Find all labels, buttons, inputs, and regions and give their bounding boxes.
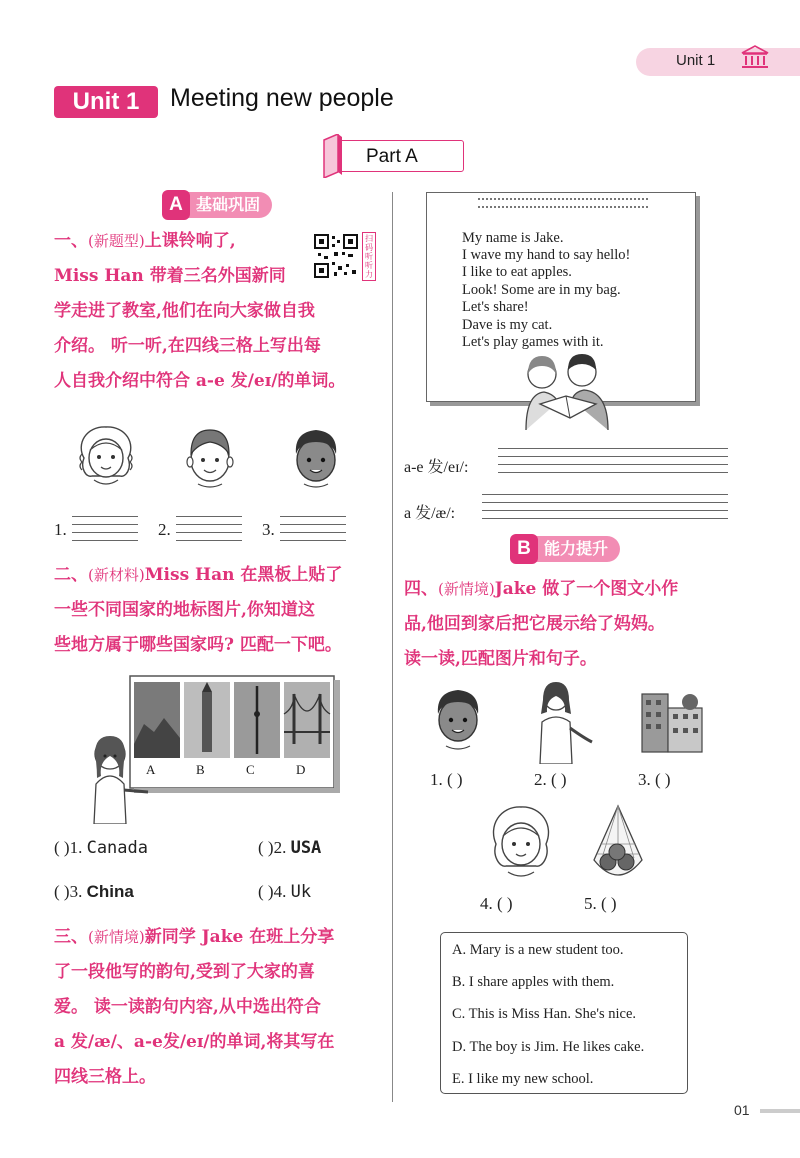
q2-item-1-blank[interactable]: ( )1. <box>54 838 83 857</box>
q3-line-2: 了一段他写的韵句,受到了大家的喜 <box>54 962 315 982</box>
phonics-a-label: a 发/æ/: <box>404 505 456 522</box>
q4-line-1-text: Jake 做了一个图文小作 <box>494 579 679 599</box>
q4-number: 四、 <box>404 579 438 599</box>
qr-label: 扫码听听力 <box>362 232 376 281</box>
q1-answer-3-number: 3. <box>262 520 275 539</box>
section-a-letter: A <box>162 190 190 220</box>
unit-tab <box>636 48 800 76</box>
sentence-d: D. The boy is Jim. He likes cake. <box>452 1039 645 1055</box>
poem-line-7: Let's play games with it. <box>462 334 604 350</box>
q2-item-1-word: Canada <box>86 838 148 858</box>
section-b-title: 能力提升 <box>544 539 609 558</box>
poem-line-5: Let's share! <box>462 299 529 315</box>
q3-line-3: 爱。 读一读韵句内容,从中选出符合 <box>54 997 321 1017</box>
q2-number: 二、 <box>54 565 88 585</box>
q2-line-2: 一些不同国家的地标图片,你知道这 <box>54 600 315 620</box>
document-icon <box>322 134 344 178</box>
q2-tag: (新材料) <box>88 566 145 584</box>
q2-line-3: 些地方属于哪些国家吗? 匹配一下吧。 <box>54 635 342 655</box>
kids-reading-illustration <box>512 352 622 430</box>
q1-line-4: 介绍。 听一听,在四线三格上写出每 <box>54 336 321 356</box>
poem-line-3: I like to eat apples. <box>462 264 572 280</box>
q3-line-4: a 发/æ/、a-e发/eɪ/的单词,将其写在 <box>54 1032 335 1052</box>
boy-curly-face-icon <box>286 424 346 490</box>
q2-item-1[interactable] <box>54 838 148 858</box>
unit-title: Meeting new people <box>170 84 394 112</box>
q1-line-1-text: 上课铃响了, <box>144 231 236 251</box>
q4-blank-3[interactable]: 3. ( ) <box>638 770 671 789</box>
q2-item-2[interactable] <box>258 838 321 858</box>
q2-item-2-word: USA <box>290 838 322 858</box>
q1-line-2: Miss Han 带着三名外国新同 <box>54 266 286 286</box>
q2-item-4-blank[interactable]: ( )4. <box>258 882 287 901</box>
q2-text <box>54 558 384 663</box>
apples-bag-picture <box>588 804 648 884</box>
building-icon <box>740 44 770 70</box>
picture-label-d: D <box>296 762 306 777</box>
picture-label-a: A <box>146 762 156 777</box>
q1-line-3: 学走进了教室,他们在向大家做自我 <box>54 301 315 321</box>
poem-line-4: Look! Some are in my bag. <box>462 282 621 298</box>
sentence-a: A. Mary is a new student too. <box>452 942 624 958</box>
teacher-picture <box>530 680 600 764</box>
q1-tag: (新题型) <box>88 232 145 250</box>
q4-tag: (新情境) <box>438 580 495 598</box>
q3-text <box>54 920 384 1095</box>
girl-face-icon <box>76 424 136 490</box>
sentence-c: C. This is Miss Han. She's nice. <box>452 1006 637 1022</box>
page-number-bar <box>760 1109 800 1113</box>
poem-line-1: My name is Jake. <box>462 230 564 246</box>
q2-item-2-blank[interactable]: ( )2. <box>258 838 287 857</box>
q4-blank-2[interactable]: 2. ( ) <box>534 770 567 789</box>
q2-item-4-word: Uk <box>290 882 312 902</box>
q1-answer-2-number: 2. <box>158 520 171 539</box>
picture-label-b: B <box>196 762 205 777</box>
q3-line-5: 四线三格上。 <box>54 1067 156 1087</box>
boy-face-icon <box>180 424 240 490</box>
school-building-picture <box>636 684 708 756</box>
sentence-b: B. I share apples with them. <box>452 974 615 990</box>
q3-line-1 <box>54 920 384 955</box>
q4-line-2: 品,他回到家后把它展示给了妈妈。 <box>404 614 665 634</box>
column-divider <box>392 192 393 1102</box>
unit-tab-label: Unit 1 <box>676 52 716 69</box>
poem-line-6: Dave is my cat. <box>462 317 553 333</box>
section-a-header <box>162 192 272 218</box>
girl-curly-picture <box>488 804 554 884</box>
q2-item-3-blank[interactable]: ( )3. <box>54 882 83 901</box>
section-b-header <box>510 536 620 562</box>
q2-item-4[interactable] <box>258 882 311 902</box>
landmark-board-illustration <box>90 674 350 824</box>
q4-blank-4[interactable]: 4. ( ) <box>480 894 513 913</box>
boy-curly-picture <box>428 684 488 754</box>
q2-item-3-word: China <box>86 882 134 901</box>
q2-item-3[interactable] <box>54 882 134 902</box>
qr-code-icon[interactable] <box>314 234 358 278</box>
poem-line-2: I wave my hand to say hello! <box>462 247 631 263</box>
picture-label-c: C <box>246 762 255 777</box>
q1-number: 一、 <box>54 231 88 251</box>
q1-line-5: 人自我介绍中符合 a-e 发/eɪ/的单词。 <box>54 371 346 391</box>
q3-number: 三、 <box>54 927 88 947</box>
q3-line-1-text: 新同学 Jake 在班上分享 <box>144 927 335 947</box>
q4-line-1 <box>404 572 744 607</box>
q2-line-1-text: Miss Han 在黑板上贴了 <box>144 565 343 585</box>
phonics-a-e-label: a-e 发/eɪ/: <box>404 459 469 476</box>
unit-badge: Unit 1 <box>54 86 158 118</box>
q3-tag: (新情境) <box>88 928 145 946</box>
q2-line-1 <box>54 558 384 593</box>
poem-card-border-ornament <box>478 198 648 208</box>
part-label: Part A <box>366 146 418 167</box>
page-number: 01 <box>734 1102 750 1118</box>
sentence-e: E. I like my new school. <box>452 1071 594 1087</box>
section-a-title: 基础巩固 <box>196 195 261 214</box>
q4-blank-5[interactable]: 5. ( ) <box>584 894 617 913</box>
section-b-letter: B <box>510 534 538 564</box>
q4-line-3: 读一读,匹配图片和句子。 <box>404 649 597 669</box>
q4-text <box>404 572 744 677</box>
q4-blank-1[interactable]: 1. ( ) <box>430 770 463 789</box>
q1-answer-1-number: 1. <box>54 520 67 539</box>
